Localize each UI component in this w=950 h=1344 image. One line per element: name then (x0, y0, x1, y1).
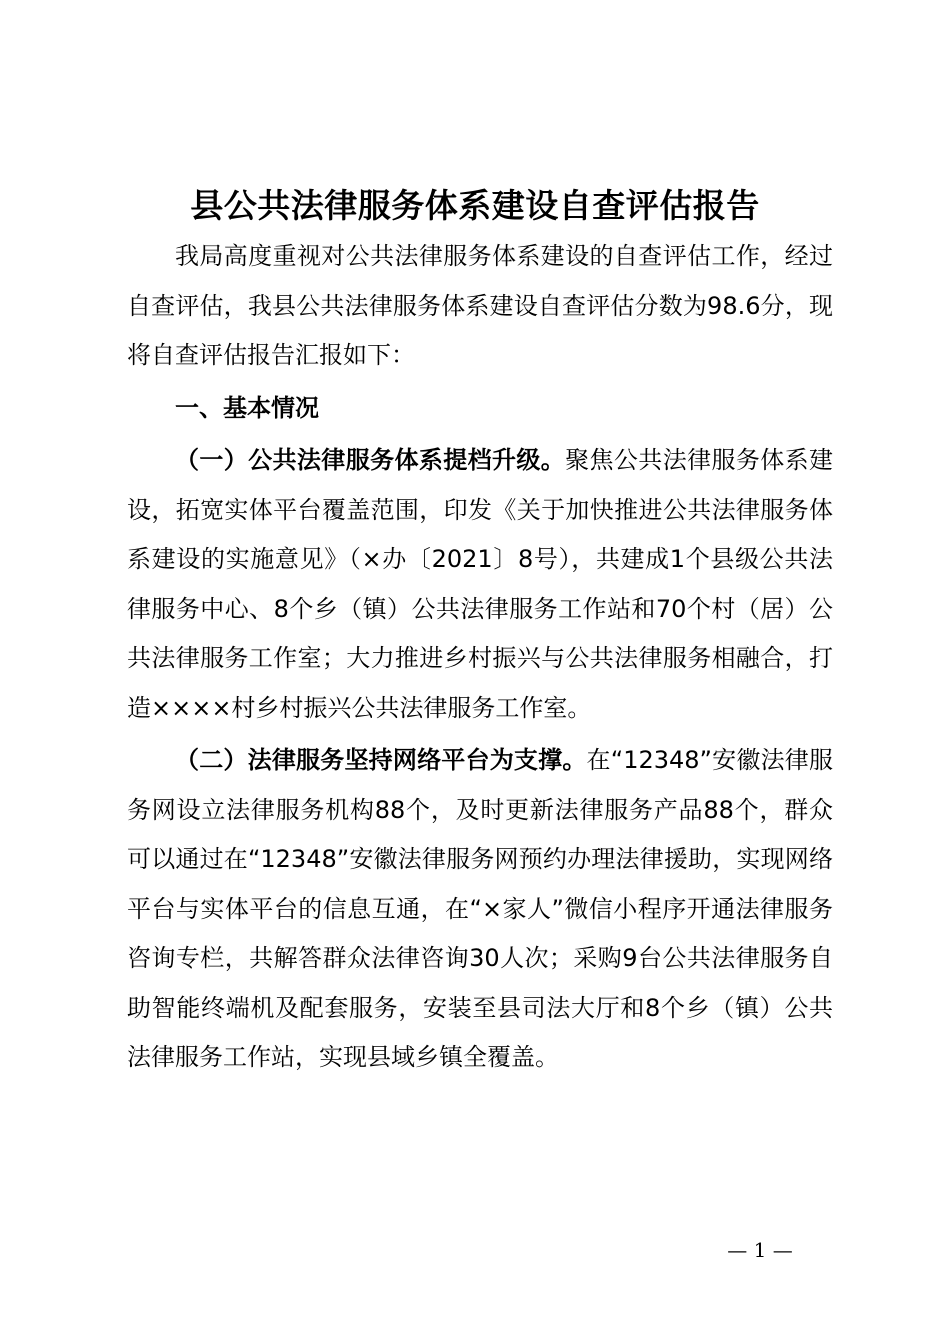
intro-paragraph: 我局高度重视对公共法律服务体系建设的自查评估工作，经过自查评估，我县公共法律服务体系建设自查评估分数为98.6分，现将自查评估报告汇报如下： (127, 242, 833, 369)
document-title: 县公共法律服务体系建设自查评估报告 (190, 186, 760, 225)
paragraph-item-1 (127, 436, 833, 733)
item-2-body: 在“12348”安徽法律服务网设立法律服务机构88个，及时更新法律服务产品88个，群众可以通过在“12348”安徽法律服务网预约办理法律援助，实现网络平台与实体平台的信息互通，在“×家人”微信小程序开通法律服务咨询专栏，共解答群众法律咨询30人次；采购9台公共法律服务自助智能终端机及配套服务，安装至县司法大厅和8个乡（镇）公共法律服务工作站，实现县域乡镇全覆盖。 (127, 746, 834, 1071)
document-body (127, 232, 833, 1083)
item-2-heading: （二）法律服务坚持网络平台为支撑。 (175, 746, 587, 774)
paragraph-item-2 (127, 736, 833, 1083)
page-number: — 1 — (727, 1238, 793, 1262)
item-1-heading: （一）公共法律服务体系提档升级。 (175, 446, 566, 474)
item-1-body: 聚焦公共法律服务体系建设，拓宽实体平台覆盖范围，印发《关于加快推进公共法律服务体系建设的实施意见》（×办〔2021〕8号），共建成1个县级公共法律服务中心、8个乡（镇）公共法律服务工作站和70个村（居）公共法律服务工作室；大力推进乡村振兴与公共法律服务相融合，打造××××村乡村振兴公共法律服务工作室。 (127, 446, 834, 722)
section-heading-basic-situation: 一、基本情况 (175, 393, 319, 422)
